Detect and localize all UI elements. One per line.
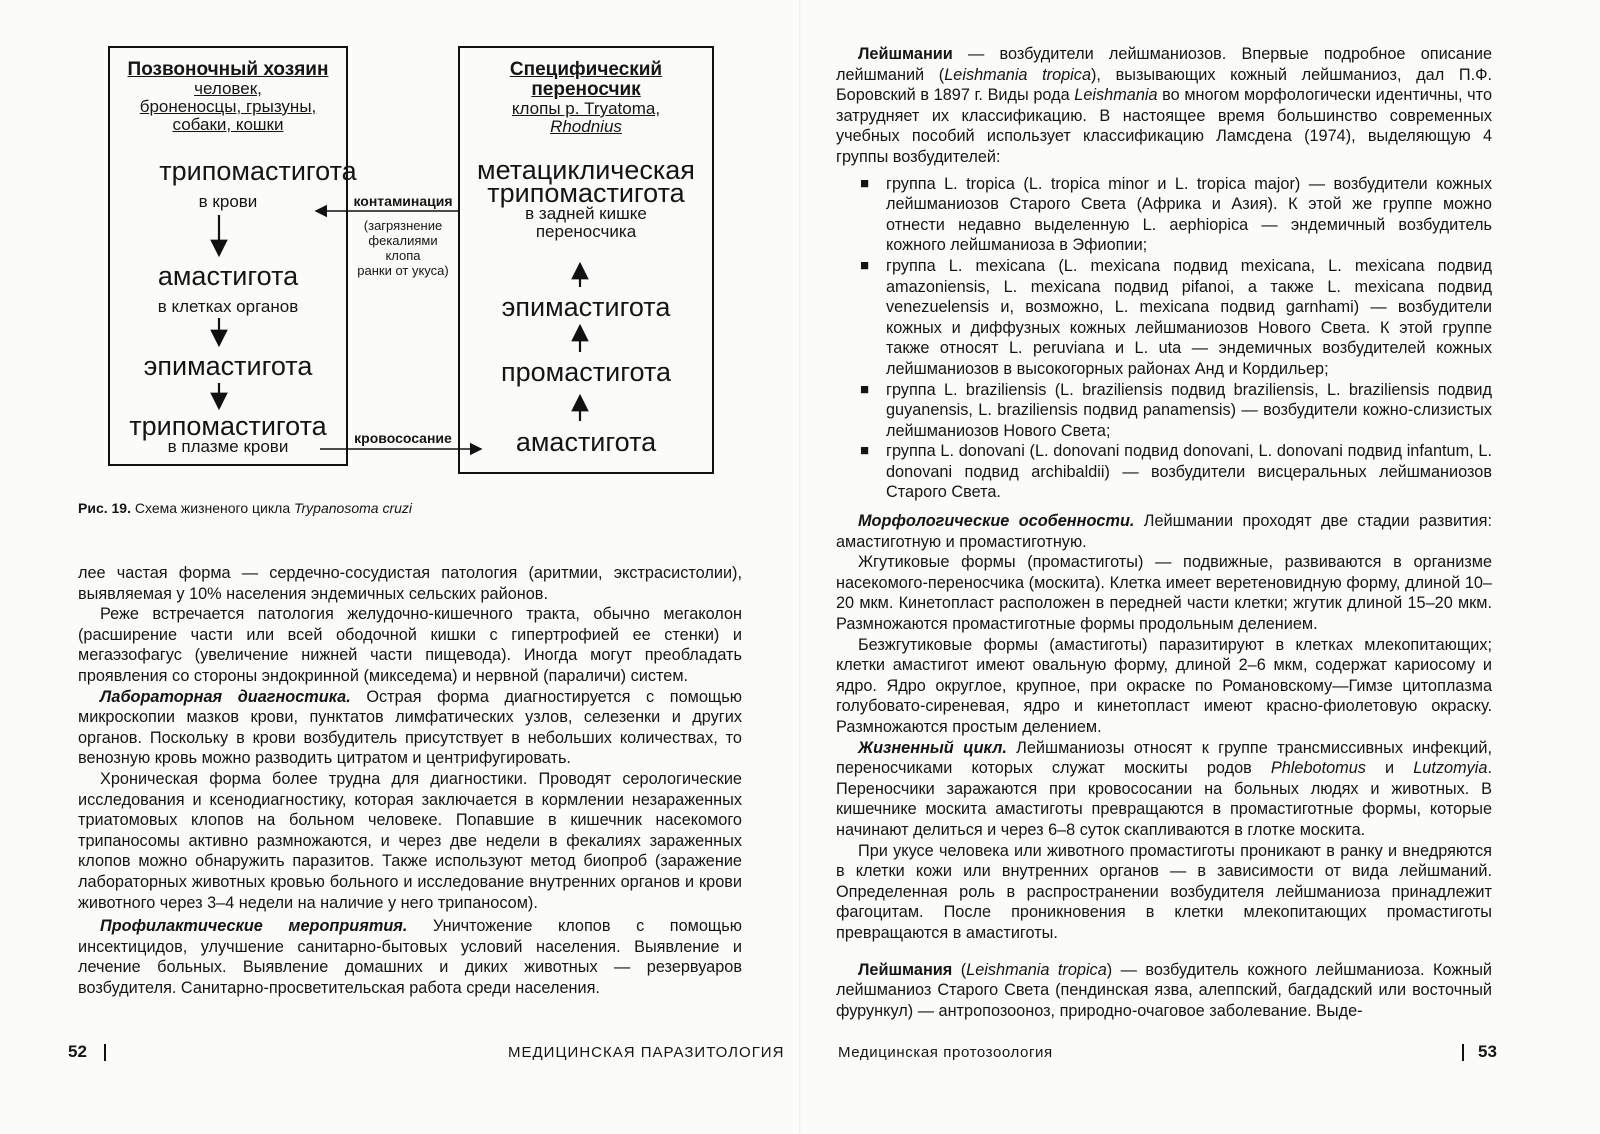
- intro-text-c: во многом морфологически идентичны, что затрудняет их классификацию. В настоящее время большинство современных учебных пособий использует классификацию Ламсдена (1974), выделяющую 4 группы возбудителей:: [836, 86, 1492, 166]
- stage-epimastigote-host: эпимастигота: [143, 351, 313, 381]
- figure-arrows: [0, 0, 800, 500]
- right-page-separator: [1462, 1044, 1464, 1061]
- intro-text-b: ), вызывающих кожный лейшманиоз, дал П.Ф. Боровский в 1897 г. Виды рода: [836, 65, 1492, 105]
- genus-phlebotomus: Phlebotomus: [1270, 759, 1366, 778]
- right-paragraph-amastigotes: Безжгутиковые формы (амастиготы) паразитируют в клетках млекопитающих; клетки амастигот имеют овальную форму, длиной 2–6 мкм, содержат кариосому и ядро. Ядро округлое, крупное, при окраске по Романовскому—Гимзе цитоплазма голубовато-сиреневая, ядро и кинетопласт имеют красно-фиолетовую окраску. Размножаются простым делением.: [836, 635, 1492, 736]
- right-paragraph-bite: При укусе человека или животного промастиготы проникают в ранку и внедряются в клетки кожи или внутренних органов — в зависимости от вида лейшманий. Определенная роль в распространении возбудителя лейшманиоза принадлежит фагоцитам. После проникновения в клетки млекопитающих промастиготы превращаются в амастиготы.: [836, 841, 1492, 942]
- list-item: ■ группа L. tropica (L. tropica minor и L. tropica major) — возбудители кожных лейшманиозов Старого Света (Африка и Азия). К этой же группе можно отнести недавно выделенную L. aephiopica — эндемичный возбудитель кожного лейшманиоза в Эфиопии;: [858, 174, 1492, 256]
- right-paragraph-intro: [836, 44, 1492, 168]
- stage-note-blood: в крови: [198, 192, 258, 211]
- figure-caption: [78, 500, 412, 516]
- lt-species: Leishmania tropica: [966, 960, 1107, 979]
- left-page-body: [78, 563, 742, 998]
- life-text-and: и: [1365, 759, 1414, 778]
- vector-species-line-1: клопы р. Tryatoma,: [511, 98, 661, 118]
- leishmania-groups-list: [858, 174, 1492, 504]
- life-cycle-heading: Жизненный цикл.: [858, 738, 1007, 757]
- caption-number: Рис. 19.: [78, 500, 131, 516]
- contamination-note-3: клопа: [385, 247, 421, 263]
- stage-note-plasma: в плазме крови: [167, 437, 289, 456]
- l-tropica-heading: Лейшмания: [858, 960, 953, 979]
- vector-species-line-2: Rhodnius: [550, 116, 622, 136]
- prevention-heading: Профилактические мероприятия.: [100, 917, 408, 936]
- left-paragraph-1: лее частая форма — сердечно-сосудистая патология (аритмии, экстрасистолии), выявляемая у 10% населения эндемичных сельских районов.: [78, 564, 742, 603]
- stage-trypomastigote-blood: трипомастигота: [159, 156, 357, 186]
- left-page-separator: [104, 1044, 106, 1061]
- right-running-title: Медицинская протозоология: [838, 1044, 1053, 1061]
- intro-species: Leishmania tropica: [944, 65, 1091, 84]
- stage-metacyclic-line-1: метациклическая: [477, 155, 695, 185]
- leishmania-heading: Лейшмании: [858, 45, 953, 63]
- right-paragraph-morphology: [836, 511, 1492, 552]
- host-line-1: человек,: [194, 78, 262, 98]
- intro-text-a: — возбудители лейшманиозов. Впервые подробное описание лейшманий (: [836, 45, 1492, 84]
- lt-text-a: (: [952, 960, 967, 979]
- left-paragraph-2: Реже встречается патология желудочно-кишечного тракта, обычно мегаколон (расширение части или всей ободочной кишки с гипертрофией ее стенки) и мегаэзофагус (увеличение нижней части пищевода). Иногда могут преобладать проявления со стороны эндокринной (микседема) и нервной (параличи) систем.: [78, 605, 742, 685]
- left-paragraph-prevention: [78, 916, 742, 998]
- lab-diagnostics-heading: Лабораторная диагностика.: [100, 687, 351, 706]
- stage-amastigote: амастигота: [157, 261, 299, 291]
- stage-note-hindgut-1: в задней кишке: [525, 204, 647, 223]
- right-page-body: [836, 44, 1492, 1021]
- vector-title-line-1: Специфический: [509, 59, 663, 80]
- right-paragraph-promastigotes: Жгутиковые формы (промастиготы) — подвижные, развиваются в организме насекомого-переносчика (москита). Клетка имеет веретеновидную форму, длиной 10–20 мкм. Кинетопласт расположен в передней части клетки; жгутик длиной 15–20 мкм. Размножаются промастиготные формы продольным делением.: [836, 553, 1492, 634]
- left-running-title: МЕДИЦИНСКАЯ ПАРАЗИТОЛОГИЯ: [508, 1044, 785, 1061]
- host-line-3: собаки, кошки: [172, 114, 284, 134]
- contamination-note-2: фекалиями: [368, 232, 438, 248]
- vertebrate-host-title: Позвоночный хозяин: [127, 59, 329, 80]
- left-paragraph-lab: [78, 687, 742, 769]
- life-text-b: . Переносчики заражаются при кровососании на больных людях и животных. В кишечнике москита амастиготы превращаются в промастиготные формы, которые начинают делиться и через 6–8 суток скапливаются в глотке москита.: [836, 759, 1492, 839]
- stage-amastigote-vector: амастигота: [515, 427, 657, 457]
- list-item: ■ группа L. donovani (L. donovani подвид donovani, L. donovani подвид infantum, L. donovani подвид archibaldii) — возбудители висцеральных лейшманиозов Старого Света.: [858, 441, 1492, 503]
- right-page-number: 53: [1478, 1042, 1497, 1061]
- contamination-label: контаминация: [353, 193, 453, 209]
- stage-epimastigote-vector: эпимастигота: [501, 292, 671, 322]
- bloodsucking-label: кровососание: [354, 430, 452, 446]
- intro-genus: Leishmania: [1074, 86, 1158, 105]
- vector-title-line-2: переносчик: [531, 78, 641, 100]
- prevention-text: Уничтожение клопов с помощью инсектицидов, улучшение санитарно-бытовых условий населения. Выявление и лечение больных. Выявление домашних и диких животных — резервуаров возбудителя. Санитарно-просветительская работа среди населения.: [78, 917, 742, 997]
- genus-lutzomyia: Lutzomyia: [1413, 759, 1488, 778]
- stage-note-organs: в клетках органов: [157, 297, 299, 316]
- stage-note-hindgut-2: переносчика: [535, 222, 637, 241]
- left-paragraph-chronic: Хроническая форма более трудна для диагностики. Проводят серологические исследования и ксенодиагностику, которая заключается в кормлении незараженных триатомовых клопов на больном человеке. Попавшие в кишечник насекомого трипаносомы активно размножаются, и через две недели в фекалиях зараженных клопов можно обнаружить паразитов. Также используют метод биопроб (заражение лабораторных животных кровью больного и исследование внутренних органов и крови животного через 3–4 недели на наличие у него трипаносом).: [78, 769, 742, 912]
- right-paragraph-life-cycle: [836, 738, 1492, 841]
- host-line-2: броненосцы, грызуны,: [139, 96, 317, 116]
- list-item: ■ группа L. mexicana (L. mexicana подвид mexicana, L. mexicana подвид amazoniensis, L. mexicana подвид pifanoi, а также L. mexicana подвид venezuelensis и, возможно, L. mexicana подвид garnhami) — возбудители кожных и диффузных кожных лейшманиозов Нового Света. К этой группе также относят L. peruviana и L. uta — эндемичных возбудителей кожных лейшманиозов в высокогорных районах Анд и Кордильер;: [858, 256, 1492, 380]
- contamination-note-1: (загрязнение: [363, 218, 443, 233]
- lab-diagnostics-text: Острая форма диагностируется с помощью микроскопии мазков крови, пунктатов лимфатических узлов, селезенки и других органов. Поскольку в крови возбудитель присутствует в небольших количествах, то венозную кровь можно разводить цитратом и центрифугировать.: [78, 687, 743, 768]
- life-text-a: Лейшманиозы относят к группе трансмиссивных инфекций, переносчиками которых служат москиты родов: [836, 738, 1492, 778]
- morphology-heading: Морфологические особенности.: [858, 512, 1135, 531]
- contamination-note-4: ранки от укуса): [357, 262, 449, 278]
- list-item: ■ группа L. braziliensis (L. braziliensis подвид braziliensis, L. braziliensis подвид guyanensis, L. braziliensis подвид panamensis) — возбудители кожно-слизистых лейшманиозов Нового Света;: [858, 380, 1492, 442]
- lt-text-b: ) — возбудитель кожного лейшманиоза. Кожный лейшманиоз Старого Света (пендинская язва, алеппский, багдадский или восточный фурункул) — антропозооноз, природно-очаговое заболевание. Выде-: [836, 960, 1492, 1020]
- caption-text: Схема жизненого цикла: [134, 500, 291, 516]
- stage-metacyclic-line-2: трипомастигота: [487, 178, 685, 208]
- right-paragraph-l-tropica: [836, 960, 1492, 1022]
- stage-trypomastigote-plasma: трипомастигота: [129, 411, 327, 441]
- caption-species: Trypanosoma cruzi: [294, 500, 413, 516]
- left-page-number: 52: [68, 1042, 87, 1061]
- stage-promastigote-vector: промастигота: [501, 357, 671, 387]
- morphology-text: Лейшмании проходят две стадии развития: амастиготную и промастиготную.: [836, 512, 1492, 551]
